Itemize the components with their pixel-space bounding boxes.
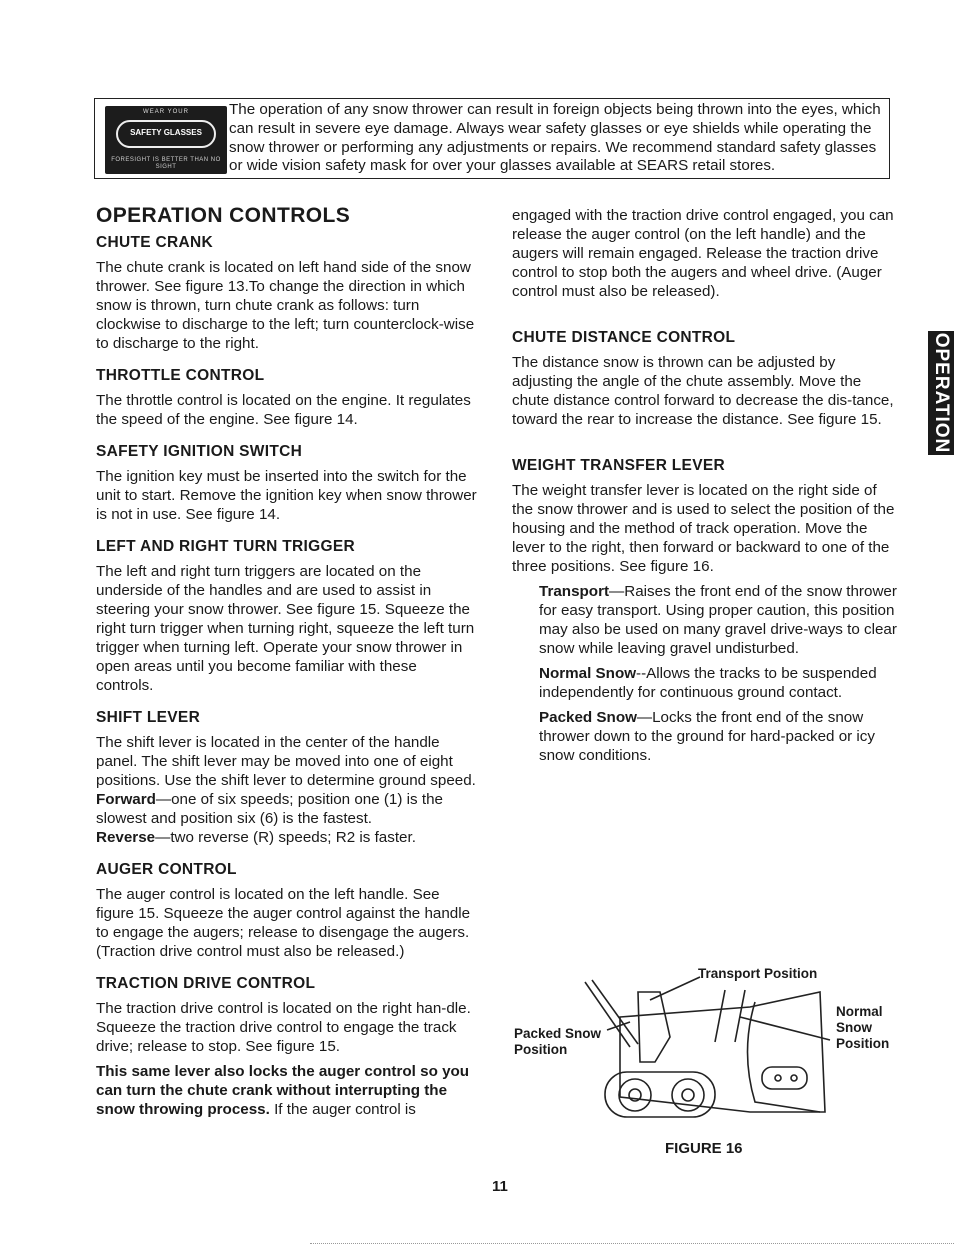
traction-bold-text: This same lever also locks the auger control so you can turn the chute crank without interrupting the snow throwing process.: [96, 1063, 470, 1118]
traction-after-text: If the auger control is: [274, 1101, 416, 1118]
left-column: [96, 200, 478, 1133]
operation-side-tab: [928, 331, 954, 455]
weight-transfer-text: The weight transfer lever is located on the right side of the snow thrower and is used to select the position of the housing and the method of track operation. Move the lever to the right, then forward or backward to one of the three positions. See figure 16.: [512, 482, 895, 575]
packed-snow-text: —Locks the front end of the snow thrower down to the ground for hard-packed or icy snow conditions.: [539, 709, 875, 764]
throttle-heading: THROTTLE CONTROL: [96, 367, 265, 384]
page-number: 11: [492, 1178, 508, 1195]
continued-text: engaged with the traction drive control engaged, you can release the auger control (on the left handle) and the augers will remain engaged. Release the traction drive control to stop both the augers and wheel drive. (Auger control must also be released).: [512, 207, 894, 300]
goggles-icon: [116, 120, 216, 148]
normal-snow-label: Normal Snow: [539, 665, 637, 682]
packed-snow-position-label: Packed Snow Position: [514, 1026, 602, 1057]
right-column: [512, 206, 897, 771]
traction-text: The traction drive control is located on the right han-dle. Squeeze the traction drive control to engage the track drive; release to stop. See figure 15.: [96, 1000, 471, 1055]
chute-crank-text: The chute crank is located on left hand side of the snow thrower. See figure 13.To change the direction in which snow is thrown, turn chute crank as follows: turn clockwise to discharge to the left; turn counterclock-wise to discharge to the right.: [96, 259, 475, 352]
side-tab-label: OPERATION: [931, 332, 952, 454]
shift-lever-paragraph: [96, 733, 478, 847]
transport-item: [539, 582, 897, 658]
forward-label: Forward: [96, 791, 156, 808]
safety-warning-box: [94, 98, 890, 179]
turn-trigger-heading: LEFT AND RIGHT TURN TRIGGER: [96, 538, 355, 555]
safety-warning-text: The operation of any snow thrower can result in foreign objects being thrown into the eyes, which can result in severe eye damage. Always wear safety glasses or eye shields while operating the snow thrower or performing any adjustments or repairs. We recommend standard safety glasses or wide vision safety mask for over your glasses available at SEARS retail stores.: [229, 101, 881, 175]
section-title: OPERATION CONTROLS: [96, 204, 351, 227]
normal-snow-position-label: Normal Snow Position: [836, 1004, 890, 1051]
chute-distance-text: The distance snow is thrown can be adjusted by adjusting the angle of the chute assembly. Move the chute distance control forward to decrease the dis-tance, toward the rear to increase the distance. See figure 15.: [512, 354, 894, 428]
bottom-dotted-rule: [310, 1243, 954, 1244]
transport-text: —Raises the front end of the snow thrower for easy transport. Using proper caution, this position may also be used on many gravel drive-ways to clear snow while leaving gravel undisturbed.: [539, 583, 897, 657]
packed-snow-item: [539, 708, 897, 765]
ignition-text: The ignition key must be inserted into the switch for the unit to start. Remove the ignition key when snow thrower is not in use. See figure 14.: [96, 468, 477, 523]
logo-bottom-text: FORESIGHT IS BETTER THAN NO SIGHT: [111, 157, 221, 170]
transport-position-label: Transport Position: [698, 966, 818, 981]
figure-caption: FIGURE 16: [665, 1140, 743, 1157]
weight-transfer-heading: WEIGHT TRANSFER LEVER: [512, 457, 725, 474]
reverse-text: —two reverse (R) speeds; R2 is faster.: [155, 829, 416, 846]
packed-snow-label: Packed Snow: [539, 709, 637, 726]
normal-snow-item: [539, 664, 897, 702]
shift-lever-text: The shift lever is located in the center of the handle panel. The shift lever may be moved into one of eight positions. Use the shift lever to determine ground speed.: [96, 734, 476, 789]
traction-note: [96, 1062, 478, 1119]
reverse-label: Reverse: [96, 829, 156, 846]
traction-heading: TRACTION DRIVE CONTROL: [96, 975, 316, 992]
normal-snow-text: --Allows the tracks to be suspended independently for continuous ground contact.: [539, 665, 877, 701]
forward-text: —one of six speeds; position one (1) is the slowest and position six (6) is the fastest.: [96, 791, 443, 827]
throttle-text: The throttle control is located on the engine. It regulates the speed of the engine. See figure 14.: [96, 392, 471, 428]
chute-crank-heading: CHUTE CRANK: [96, 234, 213, 251]
turn-trigger-text: The left and right turn triggers are located on the underside of the handles and are used to assist in steering your snow thrower. See figure 15. Squeeze the right turn trigger when turning right, squeeze the left turn trigger when turning left. Operate your snow thrower in open areas until you become familiar with these controls.: [96, 563, 475, 694]
figure-16: [510, 962, 910, 1162]
ignition-heading: SAFETY IGNITION SWITCH: [96, 443, 303, 460]
chute-distance-heading: CHUTE DISTANCE CONTROL: [512, 329, 736, 346]
auger-heading: AUGER CONTROL: [96, 861, 237, 878]
transport-label: Transport: [539, 583, 610, 600]
safety-glasses-logo: [105, 106, 227, 174]
shift-lever-heading: SHIFT LEVER: [96, 709, 201, 726]
logo-badge-text: SAFETY GLASSES: [130, 128, 202, 137]
auger-text: The auger control is located on the left handle. See figure 15. Squeeze the auger control against the handle to engage the augers; release to disengage the augers. (Traction drive control must also be released.): [96, 886, 471, 960]
logo-top-text: WEAR YOUR: [143, 109, 189, 115]
